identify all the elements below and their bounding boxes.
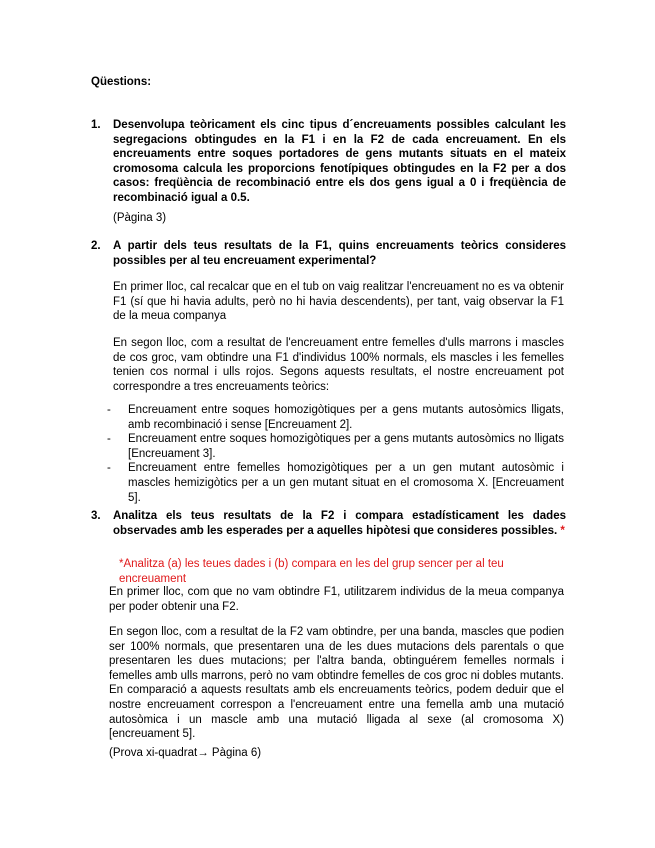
instruction-note: *Analitza (a) les teues dades i (b) compara en les del grup sencer per al teu encreuament	[119, 558, 504, 585]
answer-paragraph: En primer lloc, cal recalcar que en el tub on vaig realitzar l'encreuament no es va obtenir F1 (sí que hi havia adults, però no hi havia descendents), per tant, vaig observar la F1 de la meua companya	[113, 281, 564, 323]
list-item: - Encreuament entre soques homozigòtiques per a gens mutants autosòmics lligats, amb recombinació i sense [Encreuament 2].	[107, 404, 564, 431]
section-heading: Qüestions:	[91, 76, 152, 88]
question-2	[91, 239, 566, 268]
list-item: - Encreuament entre soques homozigòtiques per a gens mutants autosòmics no lligats [Encreuament 3].	[107, 433, 564, 460]
question-text: Desenvolupa teòricament els cinc tipus d´encreuaments possibles calculant les segregacions obtingudes en la F1 i en la F2 de cada encreuament. En els encreuaments entre soques portadores de gens mutants situats en el mateix cromosoma calcula les proporcions fenotípiques obtingudes en la F2 per a dos casos: freqüència de recombinació entre els dos gens igual a 0 i freqüència de recombinació igual a 0.5.	[113, 119, 566, 204]
answer-paragraph: En primer lloc, com que no vam obtindre F1, utilitzarem individus de la meua companya per poder obtenir una F2.	[109, 586, 600, 613]
page-reference: (Prova xi-quadrat→ Pàgina 6)	[109, 747, 262, 759]
question-text: Analitza els teus resultats de la F2 i compara estadísticament les dades observades amb les esperades per a aquelles hipòtesi que consideres possibles.	[113, 510, 566, 537]
page-reference: (Pàgina 3)	[113, 212, 167, 224]
question-1	[91, 118, 566, 206]
list-item: - Encreuament entre femelles homozigòtiques per a un gen mutant autosòmic i mascles hemizigòtics per a un gen mutant situat en el cromosoma X. [Encreuament 5].	[107, 462, 564, 504]
answer-paragraph: En segon lloc, com a resultat de la F2 vam obtindre, per una banda, mascles que podien ser 100% normals, que presentaren una de les dues mutacions dels parentals o que presentaren les dues mutacions; per l'altra banda, obtinguérem femelles normals i femelles amb ulls marrons, però no vam obtindre femelles de cos groc ni dobles mutants. En comparació a aquests resultats amb els encreuaments teòrics, podem deduir que el nostre encreuament correspon a l'encreuament entre una femella amb una mutació autosòmica i un mascle amb una mutació lligada al sexe (al cromosoma X) [encreuament 5].	[109, 626, 564, 741]
hypothesis-list	[107, 403, 564, 505]
bullet-marker: -	[107, 433, 111, 446]
question-number: 3.	[91, 510, 101, 522]
bullet-marker: -	[107, 404, 111, 416]
question-text: A partir dels teus resultats de la F1, quins encreuaments teòrics consideres possibles per al teu encreuament experimental?	[113, 240, 566, 267]
question-3	[91, 509, 566, 538]
asterisk-mark: *	[557, 524, 565, 537]
question-number: 2.	[91, 240, 101, 252]
bullet-marker: -	[107, 462, 111, 475]
question-number: 1.	[91, 119, 101, 131]
answer-paragraph: En segon lloc, com a resultat de l'encreuament entre femelles d'ulls marrons i mascles de cos groc, vam obtindre una F1 d'individus 100% normals, els mascles i les femelles tenien cos normal i ulls rojos. Segons aquests resultats, el nostre encreuament pot correspondre a tres encreuaments teòrics:	[113, 337, 564, 393]
